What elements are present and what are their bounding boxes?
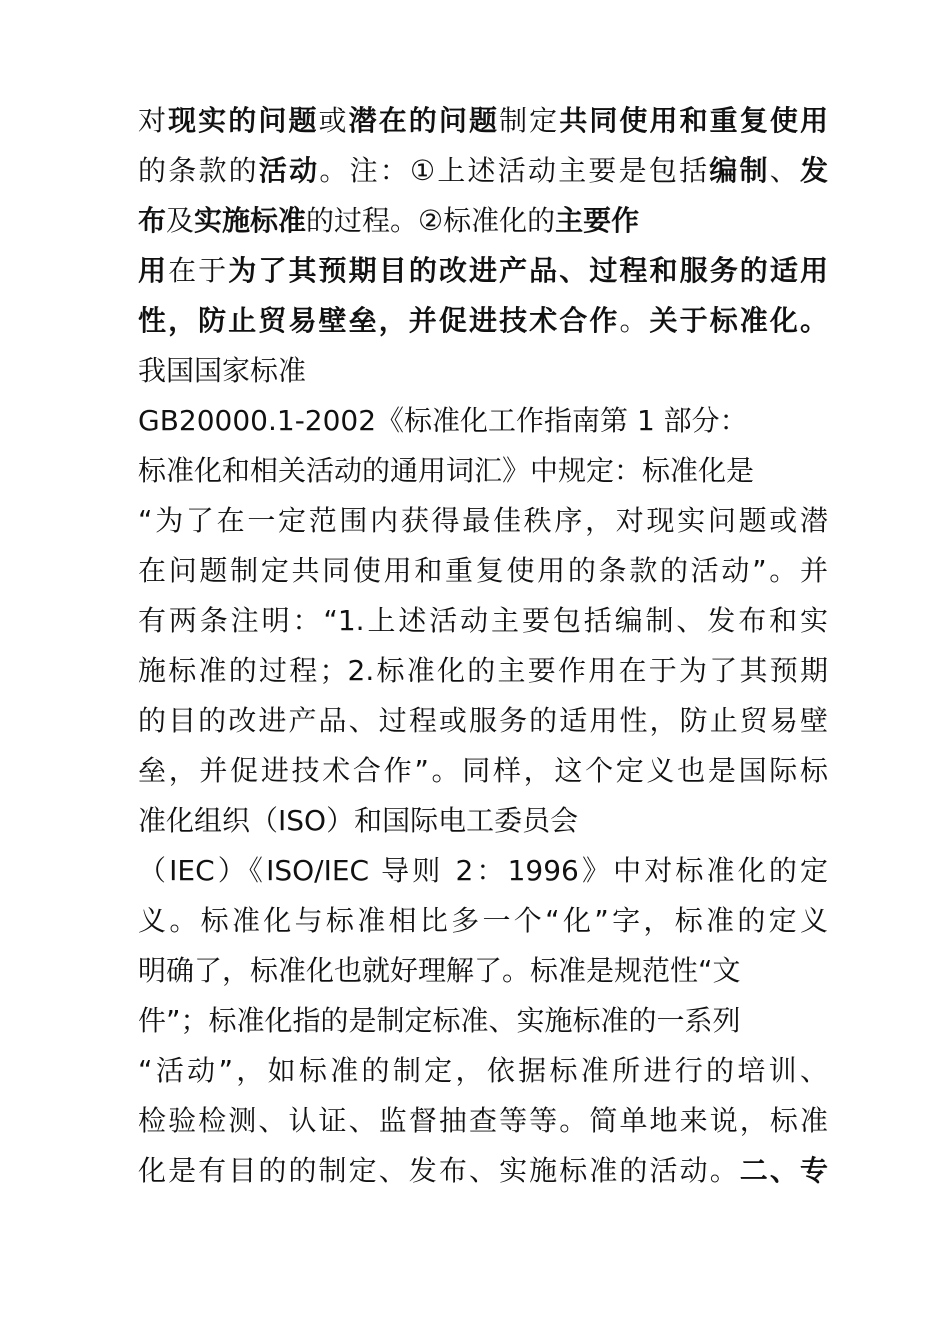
- text-run: 及: [166, 204, 195, 237]
- text-line: [138, 596, 828, 646]
- text-run: 义。标准化与标准相比多一个“化”字，标准的定义: [138, 904, 828, 937]
- bold-text-run: 性，防止贸易壁垒，并促进技术合作: [138, 304, 620, 337]
- text-run: 的目的改进产品、过程或服务的适用性，防止贸易壁: [138, 704, 828, 737]
- bold-text-run: 布: [138, 204, 167, 237]
- text-run: 。: [619, 304, 650, 337]
- bold-text-run: 发: [799, 154, 828, 187]
- text-run: 准化组织（ISO）和国际电工委员会: [138, 804, 579, 837]
- text-line: [138, 646, 828, 696]
- text-run: 标准化和相关活动的通用词汇》中规定：标准化是: [138, 454, 755, 487]
- text-line: [138, 1146, 828, 1196]
- text-line: [138, 1046, 828, 1096]
- text-run: （IEC）《ISO/IEC 导则 2：1996》中对标准化的定: [138, 854, 828, 887]
- text-run: 或: [318, 104, 349, 137]
- bold-text-run: 活动: [258, 154, 320, 187]
- text-run: 的条款的: [138, 154, 259, 187]
- text-run: “活动”，如标准的制定，依据标准所进行的培训、: [138, 1054, 828, 1087]
- text-line: [138, 996, 828, 1046]
- text-line: [138, 96, 828, 146]
- bold-text-run: 关于标准化。: [649, 304, 828, 337]
- text-run: 明确了，标准化也就好理解了。标准是规范性“文: [138, 954, 741, 987]
- text-run: 的过程。②标准化的: [306, 204, 556, 237]
- text-line: [138, 196, 828, 246]
- bold-text-run: 主要作: [555, 204, 640, 237]
- bold-text-run: 为了其预期目的改进产品、过程和服务的适用: [228, 254, 828, 287]
- text-line: [138, 1096, 828, 1146]
- text-run: 、: [769, 154, 800, 187]
- text-line: [138, 696, 828, 746]
- bold-text-run: 现实的问题: [168, 104, 319, 137]
- text-run: GB20000.1-2002《标准化工作指南第 1 部分：: [138, 404, 748, 437]
- text-run: 有两条注明：“1.上述活动主要包括编制、发布和实: [138, 604, 828, 637]
- bold-text-run: 二、专: [739, 1154, 828, 1187]
- text-run: 化是有目的的制定、发布、实施标准的活动。: [138, 1154, 740, 1187]
- text-line: [138, 796, 828, 846]
- text-line: [138, 246, 828, 296]
- text-line: [138, 896, 828, 946]
- text-line: [138, 746, 828, 796]
- text-line: [138, 146, 828, 196]
- text-run: 件”；标准化指的是制定标准、实施标准的一系列: [138, 1004, 741, 1037]
- text-run: 。注：①上述活动主要是包括: [319, 154, 710, 187]
- text-run: “为了在一定范围内获得最佳秩序，对现实问题或潜: [138, 504, 828, 537]
- text-line: [138, 346, 828, 396]
- bold-text-run: 潜在的问题: [348, 104, 500, 137]
- text-run: 对: [138, 104, 169, 137]
- text-line: [138, 946, 828, 996]
- document-body: [138, 96, 828, 1196]
- text-run: 施标准的过程；2.标准化的主要作用在于为了其预期: [138, 654, 828, 687]
- text-run: 我国国家标准: [138, 354, 307, 387]
- text-line: [138, 546, 828, 596]
- text-line: [138, 446, 828, 496]
- bold-text-run: 共同使用和重复使用: [559, 104, 828, 137]
- text-line: [138, 846, 828, 896]
- text-line: [138, 296, 828, 346]
- bold-text-run: 编制: [709, 154, 770, 187]
- text-run: 垒，并促进技术合作”。同样，这个定义也是国际标: [138, 754, 828, 787]
- bold-text-run: 实施标准: [194, 204, 307, 237]
- text-run: 制定: [499, 104, 560, 137]
- text-run: 检验检测、认证、监督抽查等等。简单地来说，标准: [138, 1104, 828, 1137]
- bold-text-run: 用: [138, 254, 169, 287]
- text-line: [138, 396, 828, 446]
- text-run: 在于: [168, 254, 229, 287]
- text-line: [138, 496, 828, 546]
- text-run: 在问题制定共同使用和重复使用的条款的活动”。并: [138, 554, 828, 587]
